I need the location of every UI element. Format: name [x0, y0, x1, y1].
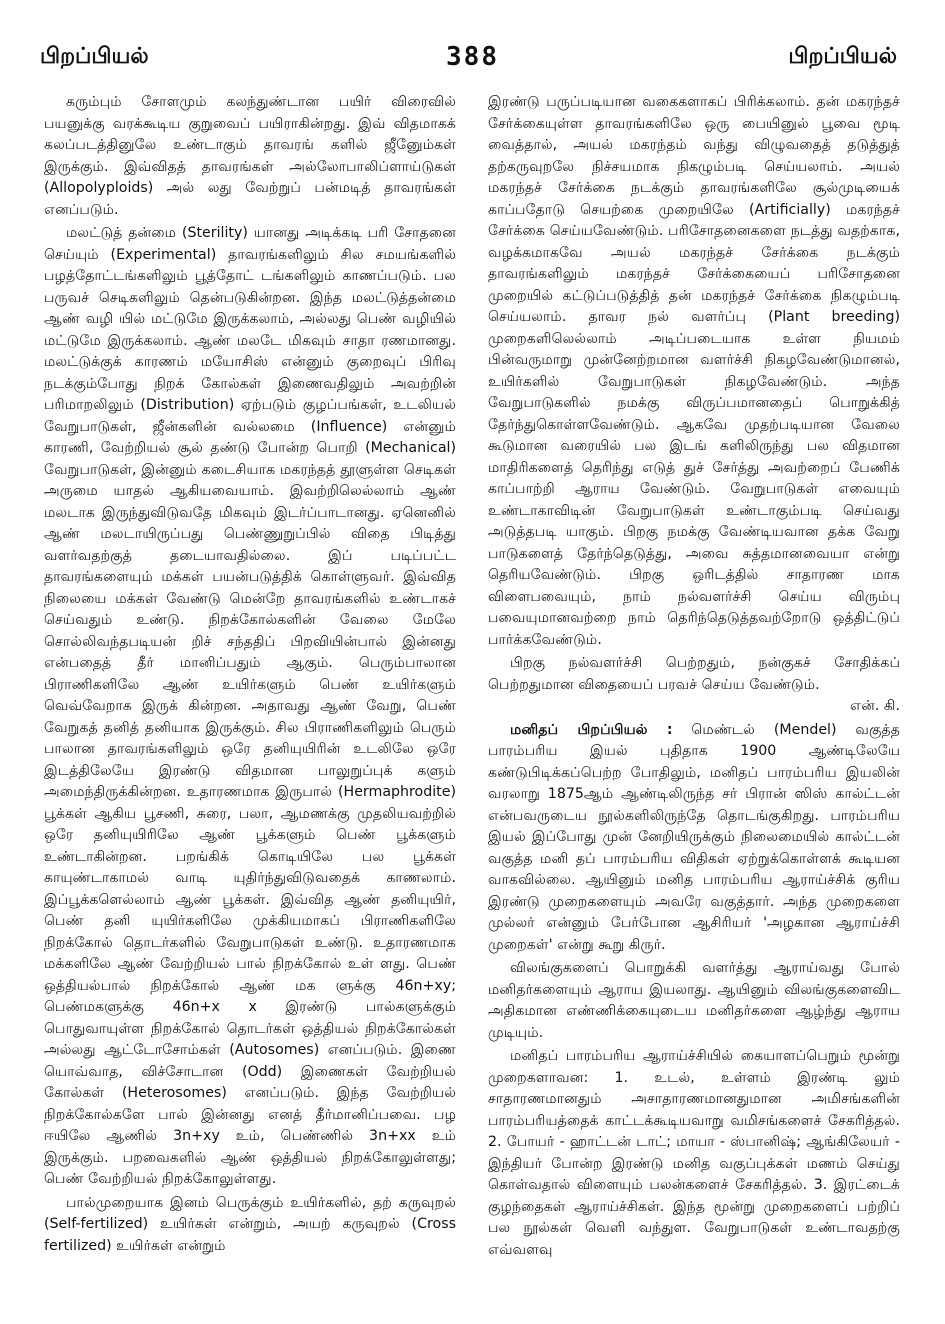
right-paragraph-1: இரண்டு பருப்படியான வகைகளாகப் பிரிக்கலாம். தன் மகரந்தச் சேர்க்கையுள்ள தாவரங்களிலே ஒரு பையினுல் பூவை மூடி வைத்தால், அயல் மகரந்தம் வந்து விழுவதைத் தடுத்துத் தற்கருவுறலே நிச்சயமாக நிகழும்படி செய்யலாம். அயல் மகரந்தச் சேர்க்கை நடக்கும் தாவரங்களிலே சூல்முடியைக் காப்பதோடு செயற்கை முறையிலே (Artificially) மகரந்தச் சேர்க்கை செய்யவேண்டும். பரிசோதனைகளை நடத்து வதற்காக, வழக்கமாகவே அயல் மகரந்தச் சேர்க்கை நடக்கும் தாவரங்களிலும் மகரந்தச் சேர்க்கையைப் பரிசோதனை முறையில் கட்டுப்படுத்தித் தன் மகரந்தச் சேர்க்கை நிகழும்படி செய்யலாம். தாவர நல் வளர்ப்பு (Plant breeding) முறைகளிலெல்லாம் அடிப்படையாக உள்ள நியமம் பின்வருமாறு முன்னேற்றமான வளர்ச்சி நிகழவேண்டுமானல், உயிர்களில் வேறுபாடுகள் நிகழவேண்டும். அந்த வேறுபாடுகளில் நமக்கு விருப்பமானதைப் பொறுக்கித் தேர்ந்துகொள்ளவேண்டும். ஆகவே முதற்படியான வேலை கூடுமான வரையில் பல இடங் களிலிருந்து பல விதமான மாதிரிகளைத் தெரிந்து எடுத் துச் சேர்த்து அவற்றைப் பேணிக் காப்பாற்றி ஆராய வேண்டும். வேறுபாடுகள் எவையும் உண்டாகாவிடின் வேறுபாடுகள் உண்டாகும்படி செய்வது அடுத்தபடி யாகும். பிறகு நமக்கு வேண்டியவான தக்க வேறு பாடுகளைத் தேர்ந்தெடுத்து, அவை சுத்தமானவையா என்று தெரியவேண்டும். பிறகு ஒரிடத்தில் சாதாரண மாக விளைபவையும், நாம் நல்வளர்ச்சி செய்ய விரும்பு பவையுமானவற்றை நாம் தெரிந்தெடுத்தவற்றோடு ஒத்திட்டுப் பார்க்கவேண்டும். [488, 94, 900, 648]
running-head-left: பிறப்பியல் [40, 44, 149, 69]
left-column [44, 92, 456, 1310]
left-paragraph-3: பால்முறையாக இனம் பெருக்கும் உயிர்களில், தற் கருவுறல் (Self-fertilized) உயிர்கள் என்றும், அயற் கருவுறல் (Cross fertilized) உயிர்கள் என்றும் [44, 1194, 456, 1254]
section-title: மனிதப் பிறப்பியல் : [510, 721, 673, 738]
right-paragraph-2: பிறகு நல்வளர்ச்சி பெற்றதும், நன்குகச் சோதிக்கப் பெற்றதுமான விதையைப் பரவச் செய்ய வேண்டும். [488, 655, 900, 693]
page-number: 388 [446, 42, 499, 72]
right-column [488, 92, 900, 1310]
page-header [0, 0, 945, 80]
left-paragraph-1: கரும்பும் சோளமும் கலந்துண்டான பயிர் விரைவில் பயனுக்கு வரக்கூடிய குறுவைப் பயிராகின்றது. இவ் விதமாகக் கலப்படத்தினுலே உண்டாகும் தாவரங் களில் ஜீனுேம்கள் இருக்கும். இவ்விதத் தாவரங்கள் அல்லோபாலிப்ளாய்டுகள் (Allopolyploids) அல் லது வேற்றுப் பன்மடித் தாவரங்கள் எனப்படும். [44, 94, 456, 218]
running-head-right: பிறப்பியல் [788, 44, 897, 69]
section-body: மெண்டல் (Mendel) வகுத்த பாரம்பரிய இயல் புதிதாக 1900 ஆண்டிலேயே கண்டுபிடிக்கப்பெற்ற போதிலும், மனிதப் பாரம்பரிய இயலின் வரலாறு 1875ஆம் ஆண்டிலிருந்த சர் பிரான் ஸிஸ் கால்ட்டன் என்பவருடைய நூல்களிலிருந்தே தொடங்குகிறது. பாரம்பரிய இயல் இப்போது முன் னேறியிருக்கும் நிலைமையில் கால்ட்டன் வகுத்த மனி தப் பாரம்பரிய விதிகள் ஏற்றுக்கொள்ளக் கூடியன வாகவில்லை. ஆயினும் மனித பாரம்பரிய ஆராய்ச்சிக் குரிய இரண்டு முறைகளையும் அவரே வகுத்தார். அந்த முறைகளை முல்லர் என்னும் பேர்போன ஆசிரியர் 'அழகான ஆராய்ச்சி முறைகள்' என்று கூறு கிருர். [488, 721, 900, 953]
right-paragraph-4: விலங்குகளைப் பொறுக்கி வளர்த்து ஆராய்வது போல் மனிதர்களையும் ஆராய இயலாது. ஆயினும் விலங்குகளைவிட அதிகமான எண்ணிக்கையுடைய மனிதர்களை ஆழ்ந்து ஆராய முடியும். [488, 960, 900, 1041]
left-paragraph-2: மலட்டுத் தன்மை (Sterility) யானது அடிக்கடி பரி சோதனை செய்யும் (Experimental) தாவரங்களிலும் சில சமயங்களில் பழத்தோட்டங்களிலும் பூத்தோட் டங்களிலும் காணப்படும். பல பருவச் செடிகளிலும் தென்படுகின்றன. இந்த மலட்டுத்தன்மை ஆண் வழி யில் மட்டுமே இருக்கலாம், அல்லது பெண் வழியில் மட்டுமே இருக்கலாம். ஆண் மலடே மிகவும் சாதா ரணமானது. மலட்டுக்குக் காரணம் மயோசிஸ் என்னும் குறைவுப் பிரிவு நடக்கும்போது நிறக் கோல்கள் இணைவதிலும் அவற்றின் பரிமாறலிலும் (Distribution) ஏற்படும் குழப்பங்கள், உடலியல் வேறுபாடுகள், ஜீன்களின் வல்லமை (Influence) என்னும் காரணி, வேற்றியல் சூல் தண்டு போன்ற பொறி (Mechanical) வேறுபாடுகள், இன்னும் கடைசியாக மகரந்தத் தூளுள்ள செடிகள் அருமை யாதல் ஆகியவையாம். இவற்றிலெல்லாம் ஆண் மலடாக இருந்துவிடுவதே மிகவும் இடர்ப்பாடானது. ஏனெனில் ஆண் மலடாயிருப்பது பெண்ணுறுப்பில் விதை பிடித்து வளர்வதற்குத் தடையாவதில்லை. இப் படிப்பட்ட தாவரங்களையும் மக்கள் பயன்படுத்திக் கொள்ளுவர். இவ்வித நிலையை மக்கள் வேண்டு மென்றே தாவரங்களில் உண்டாகச் செய்வதும் உண்டு. நிறக்கோல்களின் வேலை மேலே சொல்லிவந்தபடியன் றிச் சந்ததிப் பிறவியின்பால் இன்னது என்பதைத் தீர் மானிப்பதும் ஆகும். பெரும்பாலான பிராணிகளிலே ஆண் உயிர்களும் பெண் உயிர்களும் வெவ்வேறாக இருக் கின்றன. அதாவது ஆண் வேறு, பெண் வேறுகத் தனித் தனியாக இருக்கும். சில பிராணிகளிலும் பெரும் பாலான தாவரங்களிலும் ஒரே தனியுயிரின் உடலிலே ஒரே இடத்திலேயே இரண்டு விதமான பாலுறுப்புக் களும் அமைந்திருக்கின்றன. உதாரணமாக இருபால் (Hermaphrodite) பூக்கள் ஆகிய பூசணி, சுரை, பலா, ஆமணக்கு முதலியவற்றில் ஒரே தனியுயிரிலே ஆண் பூக்களும் பெண் பூக்களும் உண்டாகின்றன. பறங்கிக் கொடியிலே பல பூக்கள் காயுண்டாகாமல் வாடி யுதிர்ந்துவிடுவதைக் காணலாம். இப்பூக்களெல்லாம் ஆண் பூக்கள். இவ்வித ஆண் தனியுயிர், பெண் தனி யுயிர்களிலே முக்கியமாகப் பிராணிகளிலே நிறக்கோல் தொடர்களில் வேறுபாடுகள் உண்டு. உதாரணமாக மக்களிலே ஆண் வேற்றியல் பால் நிறக்கோல் உள் ளது. பெண் ஒத்தியல்பால் நிறக்கோல் ஆண் மக ளுக்கு 46n+xy; பெண்மகளுக்கு 46n+x x இரண்டு பால்களுக்கும் பொதுவாயுள்ள நிறக்கோல் தொடர்கள் ஒத்தியல் நிறக்கோல்கள் அல்லது ஆட்டோசோம்கள் (Autosomes) எனப்படும். இணை யொவ்வாத, விச்சோடான (Odd) இணைகள் வேற்றியல் கோல்கள் (Heterosomes) எனப்படும். இந்த வேற்றியல் நிறக்கோல்களே பால் இன்னது எனத் தீர்மானிப்பவை. பழ ஈயிலே ஆணில் 3n+xy உம், பெண்ணில் 3n+xx உம் இருக்கும். பறவைகளில் ஆண் ஒத்தியல் நிறக்கோலுள்ளது; பெண் வேற்றியல் நிறக்கோலுள்ளது. [44, 225, 456, 1187]
author-signature: என். கி. [850, 698, 900, 714]
section-human-genetics [488, 720, 900, 957]
right-paragraph-5: மனிதப் பாரம்பரிய ஆராய்ச்சியில் கையாளப்பெறும் மூன்று முறைகளாவன: 1. உடல், உள்ளம் இரண்டி லும் சாதாரணமானதும் அசாதாரணமானதுமான அமிசங்களின் பாரம்பரியத்தைக் காட்டக்கூடியவாறு வமிசங்களைச் சேகரித்தல். 2. போயர் - ஹாட்டன் டாட்; மாயா - ஸ்பானிஷ்; ஆங்கிலேயர் - இந்தியர் போன்ற இரண்டு மனித வகுப்புக்கள் மணம் செய்து கொள்வதால் விளையும் பலன்களைச் சேகரித்தல். 3. இரட்டைக் குழந்தைகள் ஆராய்ச்சிகள். இந்த மூன்று முறைகளைப் பற்றிப் பல நூல்கள் வெளி வந்துள. வேறுபாடுகள் உண்டாவதற்கு எவ்வளவு [488, 1048, 900, 1258]
